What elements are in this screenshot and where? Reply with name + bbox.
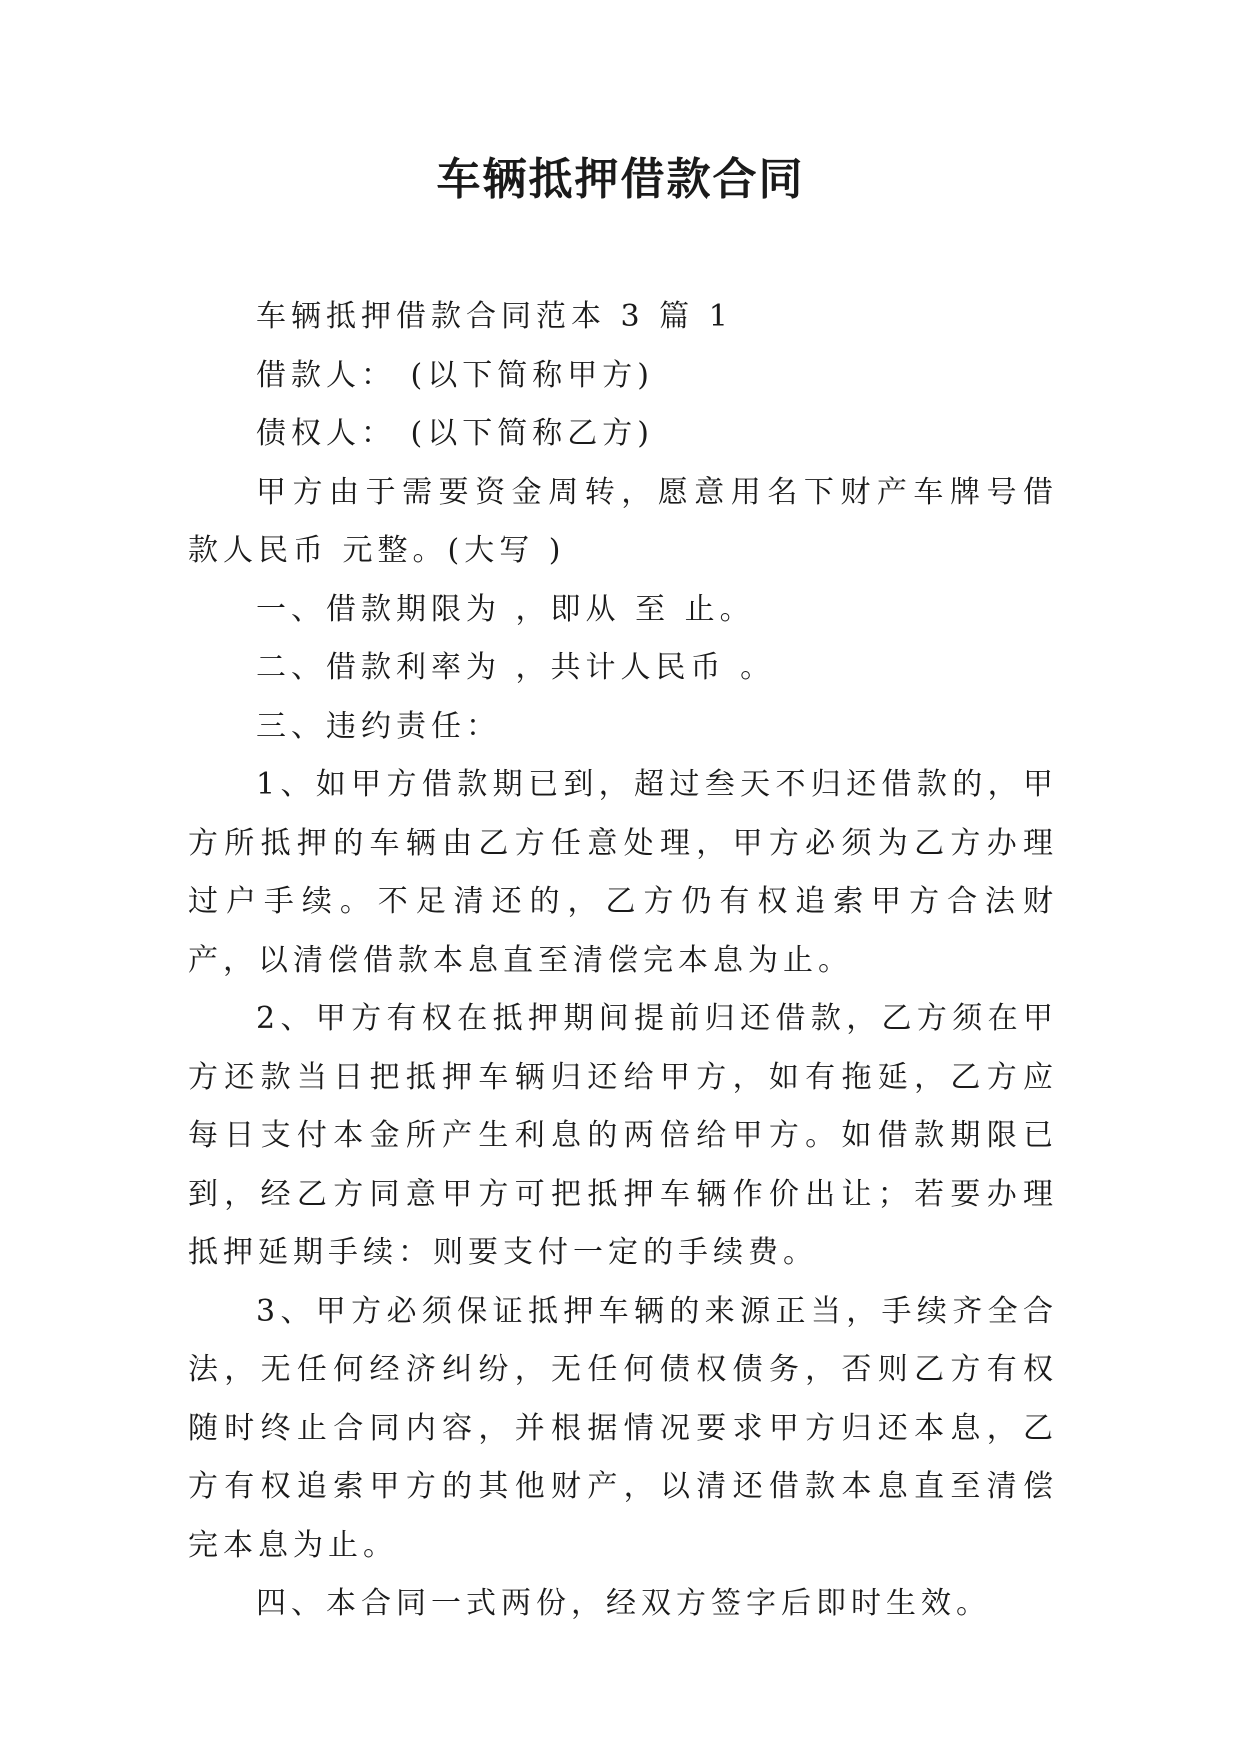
paragraph-effectiveness: 四、本合同一式两份，经双方签字后即时生效。 [256, 1586, 991, 1621]
paragraph-loan-term: 一、借款期限为 ，即从 至 止。 [256, 591, 755, 627]
paragraph-borrower: 借款人： (以下简称甲方) [256, 357, 654, 393]
paragraph-subtitle: 车辆抵押借款合同范本 3 篇 1 [256, 299, 733, 334]
paragraph-clause-1: 1、如甲方借款期已到，超过叁天不归还借款的，甲方所抵押的车辆由乙方任意处理，甲方必须为乙方办理过户手续。不足清还的，乙方仍有权追索甲方合法财产，以清偿借款本息直至清偿完本息为止。 [188, 767, 1058, 978]
paragraph-clause-2: 2、甲方有权在抵押期间提前归还借款，乙方须在甲方还款当日把抵押车辆归还给甲方，如有拖延，乙方应每日支付本金所产生利息的两倍给甲方。如借款期限已到，经乙方同意甲方可把抵押车辆作价出让；若要办理抵押延期手续：则要支付一定的手续费。 [188, 1001, 1058, 1270]
paragraph-liability-heading: 三、违约责任： [256, 708, 501, 744]
document-title: 车辆抵押借款合同 [436, 154, 805, 205]
document-body [188, 288, 1058, 1634]
paragraph-creditor: 债权人： (以下简称乙方) [256, 416, 654, 451]
paragraph-interest-rate: 二、借款利率为 ，共计人民币 。 [256, 650, 776, 685]
paragraph-clause-3: 3、甲方必须保证抵押车辆的来源正当，手续齐全合法，无任何经济纠纷，无任何债权债务，否则乙方有权随时终止合同内容，并根据情况要求甲方归还本息，乙方有权追索甲方的其他财产，以清还借款本息直至清偿完本息为止。 [188, 1293, 1058, 1563]
paragraph-loan-purpose: 甲方由于需要资金周转，愿意用名下财产车牌号借款人民币 元整。(大写 ) [188, 474, 1058, 568]
